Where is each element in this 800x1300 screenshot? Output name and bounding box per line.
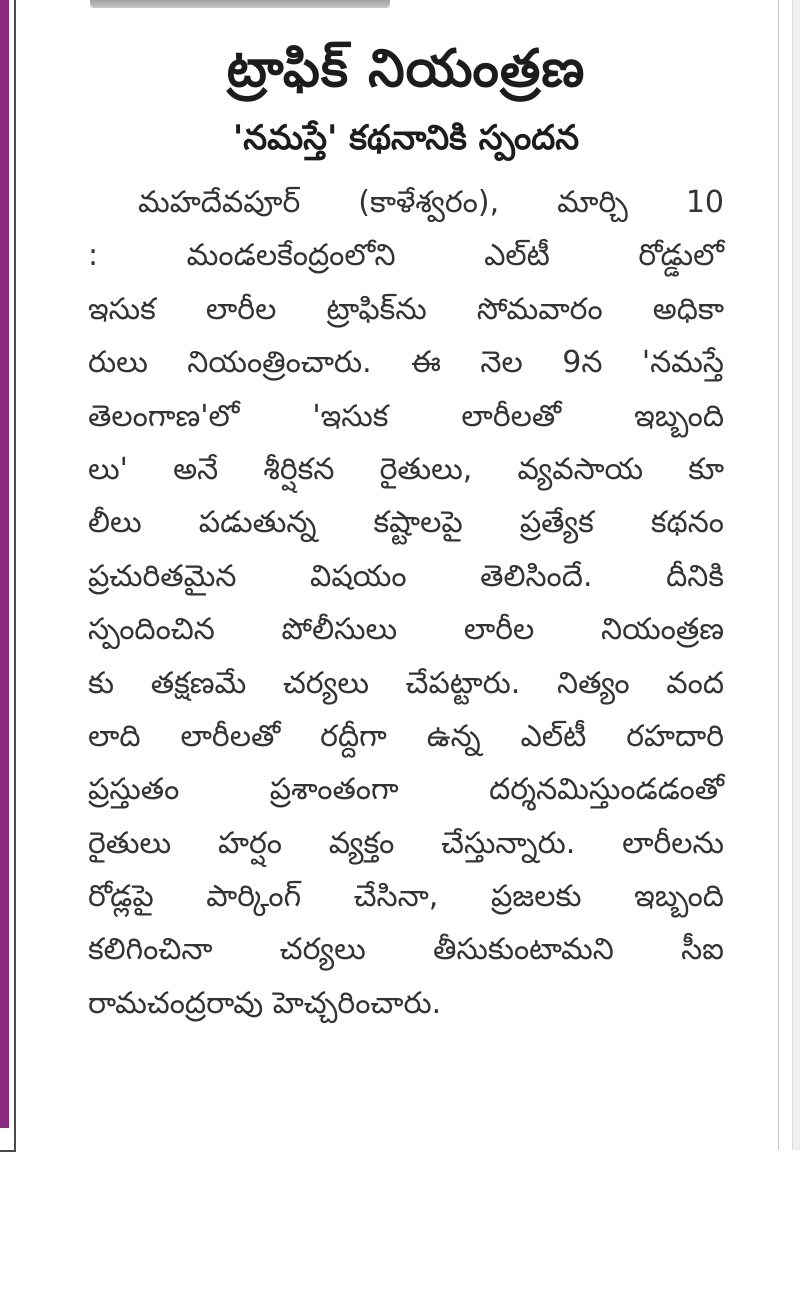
body-line: స్పందించిన పోలీసులు లారీల నియంత్రణ <box>88 612 724 648</box>
adjacent-column-edge <box>792 0 800 1150</box>
body-line: రామచంద్రరావు హెచ్చరించారు. <box>88 985 442 1021</box>
headline: ట్రాఫిక్ నియంత్రణ <box>226 39 586 99</box>
body-line: లాది లారీలతో రద్దీగా ఉన్న ఎల్‌టీ రహదారి <box>88 718 724 754</box>
body-line: ప్రస్తుతం ప్రశాంతంగా దర్శనమిస్తుండడంతో <box>88 772 724 808</box>
body-line: ప్రచురితమైన విషయం తెలిసిందే. దీనికి <box>88 558 724 594</box>
body-line: రులు నియంత్రించారు. ఈ నెల 9న 'నమస్తే <box>88 345 724 381</box>
news-article <box>88 28 724 1030</box>
accent-bar <box>0 0 9 1128</box>
body-line: రైతులు హర్షం వ్యక్తం చేస్తున్నారు. లారీలను <box>88 825 724 861</box>
body-line: లు' అనే శీర్షికన రైతులు, వ్యవసాయ కూ <box>88 451 724 487</box>
left-column-border <box>0 0 16 1152</box>
previous-article-fragment <box>90 0 390 8</box>
subheadline: 'నమస్తే' కథనానికి స్పందన <box>232 118 580 158</box>
body-line: మహదేవపూర్ (కాళేశ్వరం), మార్చి 10 <box>138 185 724 220</box>
body-line: కలిగించినా చర్యలు తీసుకుంటామని సీఐ <box>88 932 724 968</box>
body-line: రోడ్లపై పార్కింగ్ చేసినా, ప్రజలకు ఇబ్బంది <box>88 879 724 915</box>
body-line: తెలంగాణ'లో 'ఇసుక లారీలతో ఇబ్బంది <box>88 398 724 434</box>
body-line: కు తక్షణమే చర్యలు చేపట్టారు. నిత్యం వంద <box>88 665 724 701</box>
article-body <box>88 176 724 1030</box>
body-line: : మండలకేంద్రంలోని ఎల్‌టీ రోడ్డులో <box>88 238 724 274</box>
body-line: ఇసుక లారీల ట్రాఫిక్‌ను సోమవారం అధికా <box>88 291 724 327</box>
body-line: లీలు పడుతున్న కష్టాలపై ప్రత్యేక కథనం <box>88 505 724 541</box>
column-divider <box>778 0 779 1150</box>
